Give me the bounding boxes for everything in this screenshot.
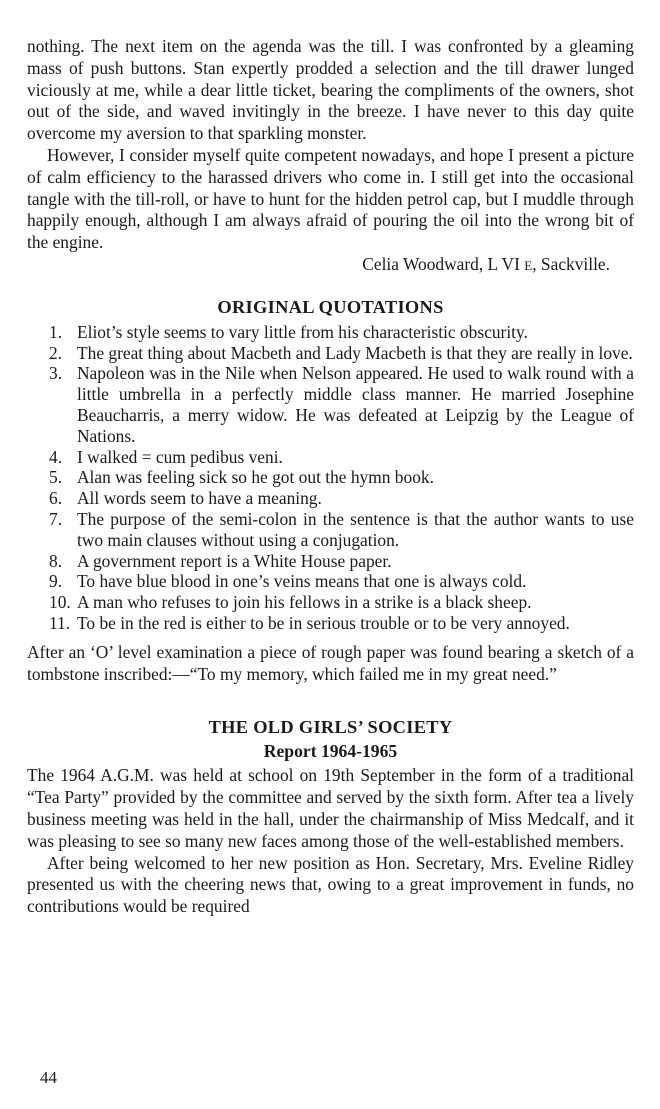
quotation-text: Alan was feeling sick so he got out the hymn book. (77, 467, 434, 488)
quotations-heading: ORIGINAL QUOTATIONS (217, 296, 444, 317)
article-paragraph: However, I consider myself quite competent nowadays, and hope I present a picture of calm efficiency to the harassed drivers who come in. I still get into the occasional tangle with the till-roll, or have to hunt for the hidden petrol cap, but I muddle through happily enough, although I am always afraid of pouring the oil into the wrong bit of the engine. (27, 144, 634, 253)
quotations-list (27, 322, 634, 634)
quotation-number (27, 592, 77, 613)
quotation-number (27, 613, 77, 634)
society-report-subheading: Report 1964-1965 (263, 741, 398, 762)
page-number: 44 (40, 1068, 57, 1087)
quotation-number-label: 4. (49, 446, 63, 467)
quotation-item (27, 467, 634, 488)
quotation-number (27, 363, 77, 446)
quotation-item (27, 613, 634, 634)
society-paragraph: After being welcomed to her new position as Hon. Secretary, Mrs. Eveline Ridley presented us with the cheering news that, owing to a great improvement in funds, no contributions would be required (27, 852, 634, 917)
signature-name: Celia Woodward, L VI (362, 253, 520, 274)
quotation-number-label: 6. (49, 488, 63, 509)
quotation-text: Napoleon was in the Nile when Nelson appeared. He used to walk round with a little umbrella in a perfectly middle class manner. He married Josephine Beaucharris, a merry widow. He was defeated at Leipzig by the League of Nations. (77, 363, 634, 446)
quotation-number (27, 322, 77, 343)
quotation-item (27, 592, 634, 613)
article-continuation-paragraph: nothing. The next item on the agenda was the till. I was confronted by a gleaming mass of push buttons. Stan expertly prodded a selection and the till drawer lunged viciously at me, while a dear little ticket, bearing the compliments of the owners, shot out of the side, and waved invitingly in the breeze. I have never to this day quite overcome my aversion to that sparkling monster. (27, 36, 634, 144)
quotation-number (27, 343, 77, 364)
quotation-number-label: 11. (49, 612, 71, 633)
quotation-number-label: 9. (49, 571, 63, 592)
quotation-number (27, 447, 77, 468)
quotation-number-label: 7. (49, 508, 63, 529)
quotation-number (27, 467, 77, 488)
quotation-number (27, 509, 77, 551)
quotation-text: To have blue blood in one’s veins means that one is always cold. (77, 571, 527, 592)
quotation-text: All words seem to have a meaning. (77, 488, 322, 509)
society-heading: THE OLD GIRLS’ SOCIETY (208, 717, 453, 738)
society-paragraph: The 1964 A.G.M. was held at school on 19th September in the form of a traditional “Tea Party” provided by the committee and served by the sixth form. After tea a lively business meeting was held in the hall, under the chairmanship of Miss Medcalf, and it was pleasing to see so many new faces among those of the well-established members. (27, 765, 634, 851)
quotation-text: The purpose of the semi-colon in the sentence is that the author wants to use two main clauses without using a conjugation. (77, 508, 634, 550)
quotation-text: A government report is a White House paper. (77, 550, 392, 571)
quotation-item (27, 488, 634, 509)
quotation-item (27, 509, 634, 551)
quotation-text: To be in the red is either to be in serious trouble or to be very annoyed. (77, 612, 570, 633)
quotation-number-label: 3. (49, 363, 63, 384)
quotation-item (27, 551, 634, 572)
quotation-text: The great thing about Macbeth and Lady Macbeth is that they are really in love. (77, 342, 633, 363)
quotation-item (27, 343, 634, 364)
quotation-number-label: 2. (49, 342, 63, 363)
quotation-number-label: 8. (49, 550, 63, 571)
quotation-number (27, 571, 77, 592)
quotation-text: I walked = cum pedibus veni. (77, 446, 283, 467)
quotation-number (27, 488, 77, 509)
signature-house: , Sackville. (532, 253, 610, 274)
signature-form: E (524, 257, 533, 273)
quotation-item (27, 571, 634, 592)
quotation-number-label: 10. (49, 592, 71, 613)
quotation-number-label: 5. (49, 467, 63, 488)
author-signature (27, 254, 634, 277)
quotation-number-label: 1. (49, 321, 63, 342)
quotation-text: A man who refuses to join his fellows in a strike is a black sheep. (77, 592, 532, 613)
quotation-number (27, 551, 77, 572)
tombstone-anecdote: After an ‘O’ level examination a piece of rough paper was found bearing a sketch of a tombstone inscribed:—“To my memory, which failed me in my great need.” (27, 641, 634, 684)
quotation-item (27, 447, 634, 468)
quotation-item (27, 363, 634, 446)
quotation-text: Eliot’s style seems to vary little from his characteristic obscurity. (77, 321, 528, 342)
quotation-item (27, 322, 634, 343)
